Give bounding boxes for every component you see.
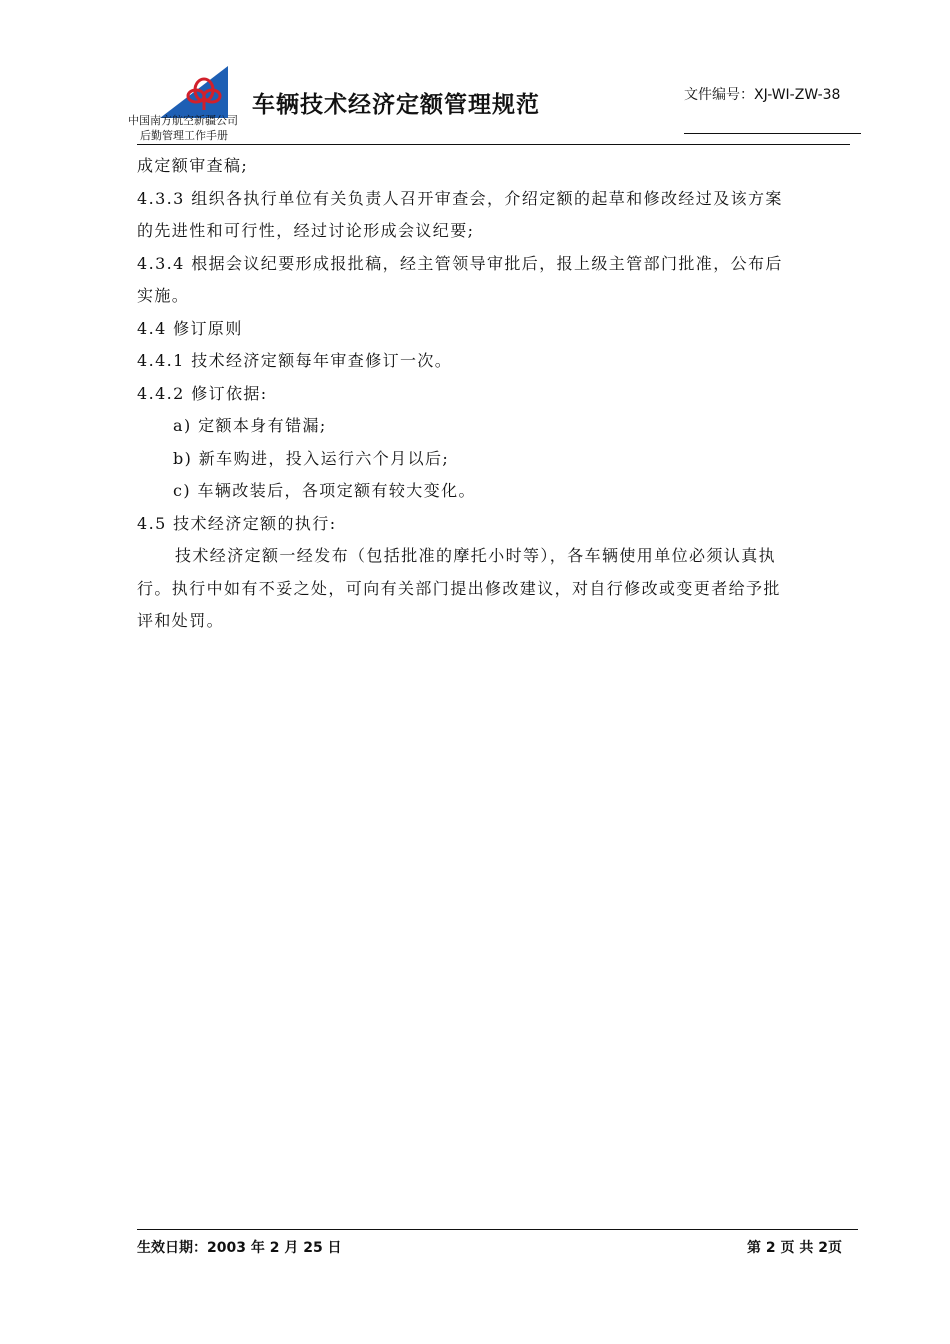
body-line: 的先进性和可行性，经过讨论形成会议纪要; (137, 221, 475, 240)
body-line: 4.3.3 组织各执行单位有关负责人召开审查会，介绍定额的起草和修改经过及该方案 (137, 188, 783, 208)
doc-number-underline (684, 133, 861, 134)
body-line: 实施。 (137, 286, 190, 305)
body-line: 4.4.1 技术经济定额每年审查修订一次。 (137, 351, 453, 370)
body-line: 4.3.4 根据会议纪要形成报批稿，经主管领导审批后，报上级主管部门批准，公布后 (137, 253, 783, 273)
kapok-flower-logo-icon (160, 66, 228, 118)
company-line-2: 后勤管理工作手册 (140, 129, 228, 142)
footer-divider (137, 1229, 858, 1230)
list-item: a) 定额本身有错漏; (173, 416, 327, 435)
company-name (128, 113, 238, 143)
document-body (137, 150, 853, 638)
section-heading: 4.5 技术经济定额的执行: (137, 513, 337, 533)
effective-date: 生效日期：2003 年 2 月 25 日 (137, 1240, 342, 1256)
body-line: 评和处罚。 (137, 611, 225, 630)
body-line: 行。执行中如有不妥之处，可向有关部门提出修改建议，对自行修改或变更者给予批 (137, 578, 781, 598)
list-item: c) 车辆改装后，各项定额有较大变化。 (173, 481, 476, 500)
document-title: 车辆技术经济定额管理规范 (252, 92, 540, 118)
section-heading: 4.4 修订原则 (137, 318, 243, 338)
body-line: 技术经济定额一经发布（包括批准的摩托小时等），各车辆使用单位必须认真执 (175, 546, 777, 565)
body-line: 成定额审查稿; (137, 156, 249, 175)
page-number: 第 2 页 共 2页 (747, 1240, 842, 1256)
list-item: b) 新车购进，投入运行六个月以后; (173, 448, 450, 468)
company-line-1: 中国南方航空新疆公司 (128, 114, 238, 127)
body-line: 4.4.2 修订依据: (137, 383, 268, 403)
document-number: 文件编号：XJ-WI-ZW-38 (684, 87, 841, 103)
header-divider (137, 144, 850, 145)
